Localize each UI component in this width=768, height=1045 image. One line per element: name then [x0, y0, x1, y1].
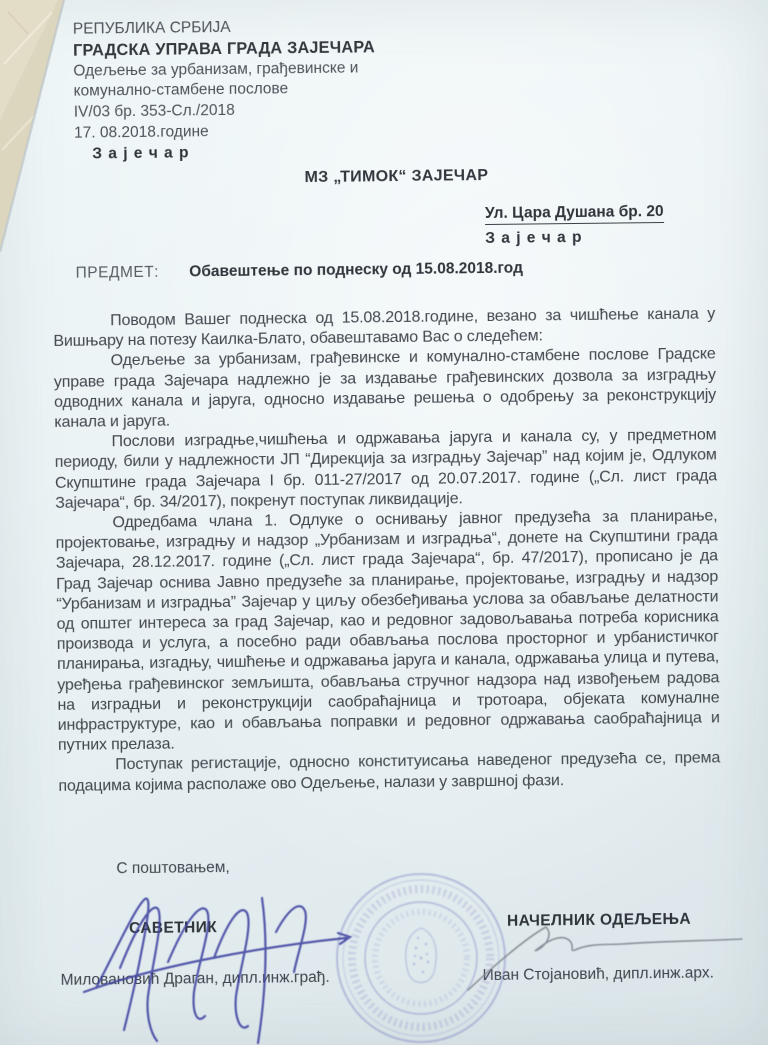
signer-left-name: Миловановић Драган, дипл.инж.грађ. — [60, 968, 330, 989]
paragraph: Поступак регистације, односно конституисања наведеног предузећа се, према подацима којима располаже ово Одељење, налази у завршној фази. — [58, 749, 721, 795]
reference-number: IV/03 бр. 353-Сл./2018 — [73, 102, 235, 121]
letterhead — [73, 16, 376, 165]
recipient-address-block — [485, 203, 664, 248]
letterhead-department-line1: Одељење за урбанизам, грађевинске и — [73, 59, 359, 80]
signer-left-title: САВЕТНИК — [128, 919, 218, 938]
paragraph: Одредбама члана 1. Одлуке о оснивању јавног предузећа за планирање, пројектовање, изградњу и надзор „Урбанизам и изградња“, донете на Скупштини града Зајечара, 28.12.2017. године („Сл. лист града Зајечара“, бр. 47/2017), прописано је да Град Зајечар оснива Јавно предузеће за планирање, пројектовање, изградњу и надзор “Урбанизам и изградња” Зајечар у циљу обезбеђивања услова за обављање делатности од општег интереса за град Зајечар, као и редовног задовољавања потреба корисника производа и услуга, а посебно ради обављања послова просторног и урбанистичког планирања, изгадњу, чишћење и одржавања јаруга и канала, одржавања улица и путева, уређења грађевинског земљишта, обављања стручног надзора над извођењем радова на изградњи и реконструкцији саобраћајница и тротоара, објеката комуналне инфраструктуре, као и обављања поправки и редовног одржавања саобраћајница и путних прелаза. — [55, 507, 720, 755]
letterhead-city: З а ј е ч а р — [92, 144, 190, 163]
subject-label: ПРЕДМЕТ: — [75, 263, 160, 282]
closing-salutation: С поштовањем, — [116, 858, 230, 878]
signer-right-name: Иван Стојановић, дипл.инж.арх. — [482, 964, 714, 985]
recipient-street: Ул. Цара Душана бр. 20 — [485, 203, 664, 225]
recipient-name: МЗ „ТИМОК“ ЗАЈЕЧАР — [304, 166, 489, 187]
paragraph: Одељење за урбанизам, грађевинске и комунално-стамбене послове Градске управе града Зајечара надлежно је за издавање грађевинских дозвола за изградњу одводних канала и јаруга, односно издавање решења о одобрењу за реконструкцију канала и јаруга. — [53, 345, 717, 431]
subject-line — [76, 260, 523, 283]
letter-body — [53, 304, 720, 796]
letterhead-country: РЕПУБЛИКА СРБИЈА — [72, 18, 231, 38]
letterhead-administration: ГРАДСКА УПРАВА ГРАДА ЗАЈЕЧАРА — [73, 38, 375, 60]
signer-right-title: НАЧЕЛНИК ОДЕЉЕЊА — [506, 910, 692, 930]
document-date: 17. 08.2018.године — [73, 123, 209, 142]
paragraph: Поводом Вашег поднеска од 15.08.2018.године, везано за чишћење канала у Вишњару на потезу Каилка-Блато, обавештавамо Вас о следећем: — [53, 305, 716, 351]
letterhead-department-line2: комунално-стамбене послове — [73, 80, 289, 101]
subject-text: Обавештење по поднеску од 15.08.2018.год — [189, 259, 523, 281]
paragraph: Послови изградње,чишћења и одржавања јаруга и канала су, у предметном периоду, били у надлежности ЈП “Дирекција за изградњу Зајечар” над којим је, Одлуком Скупштине града Зајечара I бр. 011-27/2017 од 20.07.2017. године („Сл. лист града Зајечара“, бр. 34/2017), покренут поступак ликвидације. — [54, 426, 718, 512]
recipient-city: З а ј е ч а р — [485, 228, 583, 248]
